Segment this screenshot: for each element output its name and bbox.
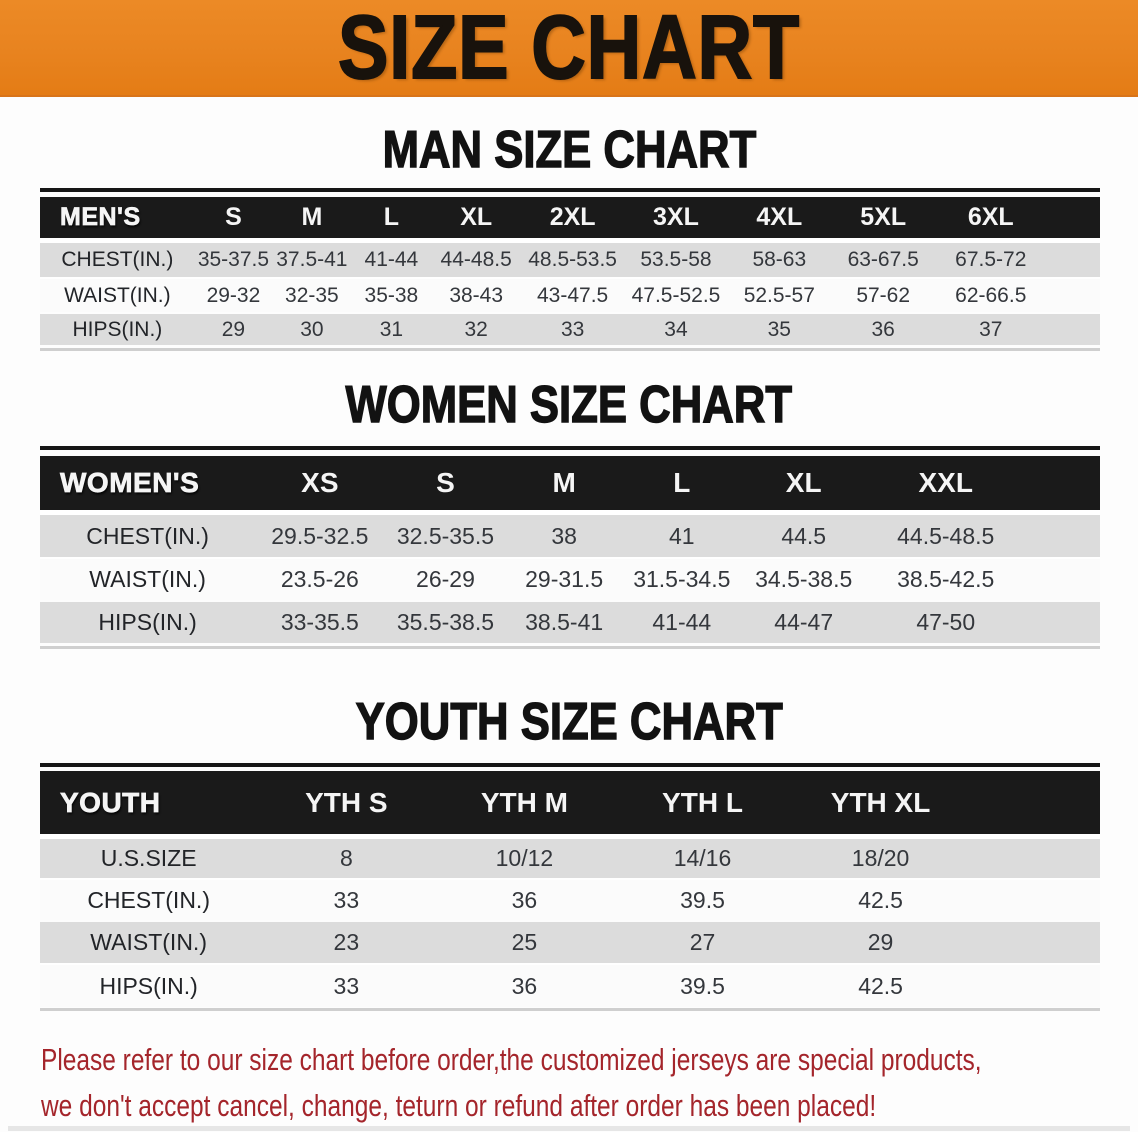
size-value: 29-32 bbox=[195, 277, 272, 312]
size-value: 57-62 bbox=[831, 277, 936, 312]
size-value: 58-63 bbox=[728, 238, 831, 277]
size-value: 36 bbox=[435, 963, 613, 1007]
column-header: M bbox=[272, 197, 352, 238]
men-size-table bbox=[40, 197, 1100, 345]
size-value: 32 bbox=[431, 312, 521, 345]
size-value: 32.5-35.5 bbox=[385, 510, 507, 557]
measurement-label: HIPS(IN.) bbox=[40, 963, 257, 1007]
size-value: 35-38 bbox=[352, 277, 432, 312]
measurement-label: HIPS(IN.) bbox=[40, 600, 255, 643]
measurement-label: WAIST(IN.) bbox=[40, 920, 257, 963]
size-value: 44-47 bbox=[742, 600, 866, 643]
measurement-label: WAIST(IN.) bbox=[40, 557, 255, 600]
size-value: 44-48.5 bbox=[431, 238, 521, 277]
column-header: YTH M bbox=[435, 771, 613, 834]
size-value: 31.5-34.5 bbox=[622, 557, 742, 600]
row-spacer bbox=[970, 920, 1100, 963]
youth-waist-row bbox=[40, 920, 1100, 963]
measurement-label: CHEST(IN.) bbox=[40, 878, 257, 920]
disclaimer-line-2: we don't accept cancel, change, teturn or refund after order has been placed! bbox=[41, 1088, 877, 1123]
column-header: 5XL bbox=[831, 197, 936, 238]
column-header: L bbox=[352, 197, 432, 238]
size-value: 29.5-32.5 bbox=[255, 510, 384, 557]
column-header: XS bbox=[255, 456, 384, 510]
women-section-heading: WOMEN SIZE CHART bbox=[345, 376, 793, 434]
size-value: 23 bbox=[257, 920, 435, 963]
size-value: 33 bbox=[257, 963, 435, 1007]
size-value: 48.5-53.5 bbox=[521, 238, 624, 277]
size-value: 39.5 bbox=[613, 878, 791, 920]
size-value: 35-37.5 bbox=[195, 238, 272, 277]
women-size-table bbox=[40, 456, 1100, 643]
men-header-row bbox=[40, 197, 1100, 238]
women-header-row bbox=[40, 456, 1100, 510]
size-value: 10/12 bbox=[435, 834, 613, 878]
row-spacer bbox=[970, 834, 1100, 878]
size-value: 29 bbox=[792, 920, 970, 963]
measurement-label: CHEST(IN.) bbox=[40, 510, 255, 557]
size-value: 52.5-57 bbox=[728, 277, 831, 312]
column-header: S bbox=[195, 197, 272, 238]
size-value: 37 bbox=[936, 312, 1046, 345]
column-header: XXL bbox=[866, 456, 1026, 510]
disclaimer-line-1: Please refer to our size chart before order,the customized jerseys are special products, bbox=[41, 1042, 982, 1077]
youth-chest-row bbox=[40, 878, 1100, 920]
column-header: 6XL bbox=[936, 197, 1046, 238]
women-hips-row bbox=[40, 600, 1100, 643]
column-header: XL bbox=[742, 456, 866, 510]
youth-group-label: YOUTH bbox=[40, 771, 257, 834]
size-value: 62-66.5 bbox=[936, 277, 1046, 312]
size-value: 47-50 bbox=[866, 600, 1026, 643]
size-value: 44.5 bbox=[742, 510, 866, 557]
header-spacer bbox=[1026, 456, 1100, 510]
size-value: 36 bbox=[831, 312, 936, 345]
row-spacer bbox=[1046, 312, 1100, 345]
women-chest-row bbox=[40, 510, 1100, 557]
men-section-heading: MAN SIZE CHART bbox=[382, 121, 756, 179]
row-spacer bbox=[1046, 277, 1100, 312]
size-value: 63-67.5 bbox=[831, 238, 936, 277]
column-header: 3XL bbox=[624, 197, 728, 238]
size-value: 38.5-41 bbox=[506, 600, 622, 643]
men-table-bottom-rule bbox=[40, 348, 1100, 351]
youth-header-row bbox=[40, 771, 1100, 834]
title-banner bbox=[0, 0, 1138, 97]
size-value: 29 bbox=[195, 312, 272, 345]
size-value: 44.5-48.5 bbox=[866, 510, 1026, 557]
size-value: 34 bbox=[624, 312, 728, 345]
size-value: 31 bbox=[352, 312, 432, 345]
header-spacer bbox=[1046, 197, 1100, 238]
size-value: 33 bbox=[521, 312, 624, 345]
size-value: 29-31.5 bbox=[506, 557, 622, 600]
size-value: 27 bbox=[613, 920, 791, 963]
size-value: 8 bbox=[257, 834, 435, 878]
column-header: YTH S bbox=[257, 771, 435, 834]
size-value: 36 bbox=[435, 878, 613, 920]
men-hips-row bbox=[40, 312, 1100, 345]
bottom-edge-rule bbox=[8, 1126, 1130, 1131]
column-header: L bbox=[622, 456, 742, 510]
size-value: 23.5-26 bbox=[255, 557, 384, 600]
row-spacer bbox=[1026, 600, 1100, 643]
women-table-bottom-rule bbox=[40, 646, 1100, 649]
row-spacer bbox=[1026, 510, 1100, 557]
size-value: 37.5-41 bbox=[272, 238, 352, 277]
size-value: 35.5-38.5 bbox=[385, 600, 507, 643]
size-value: 38.5-42.5 bbox=[866, 557, 1026, 600]
size-value: 18/20 bbox=[792, 834, 970, 878]
column-header: XL bbox=[431, 197, 521, 238]
size-value: 41-44 bbox=[622, 600, 742, 643]
youth-size-table bbox=[40, 771, 1100, 1007]
measurement-label: CHEST(IN.) bbox=[40, 238, 195, 277]
header-spacer bbox=[970, 771, 1100, 834]
youth-table-bottom-rule bbox=[40, 1008, 1100, 1011]
column-header: M bbox=[506, 456, 622, 510]
size-value: 39.5 bbox=[613, 963, 791, 1007]
column-header: 2XL bbox=[521, 197, 624, 238]
size-value: 41-44 bbox=[352, 238, 432, 277]
size-value: 26-29 bbox=[385, 557, 507, 600]
row-spacer bbox=[1026, 557, 1100, 600]
size-value: 43-47.5 bbox=[521, 277, 624, 312]
women-waist-row bbox=[40, 557, 1100, 600]
size-value: 41 bbox=[622, 510, 742, 557]
size-value: 38-43 bbox=[431, 277, 521, 312]
size-value: 53.5-58 bbox=[624, 238, 728, 277]
measurement-label: HIPS(IN.) bbox=[40, 312, 195, 345]
size-value: 33 bbox=[257, 878, 435, 920]
men-table-top-rule bbox=[40, 188, 1100, 192]
size-value: 33-35.5 bbox=[255, 600, 384, 643]
size-value: 25 bbox=[435, 920, 613, 963]
size-value: 42.5 bbox=[792, 878, 970, 920]
size-value: 67.5-72 bbox=[936, 238, 1046, 277]
men-chest-row bbox=[40, 238, 1100, 277]
size-value: 32-35 bbox=[272, 277, 352, 312]
size-value: 35 bbox=[728, 312, 831, 345]
column-header: 4XL bbox=[728, 197, 831, 238]
youth-section-heading: YOUTH SIZE CHART bbox=[355, 693, 783, 751]
youth-ussize-row bbox=[40, 834, 1100, 878]
size-value: 42.5 bbox=[792, 963, 970, 1007]
youth-hips-row bbox=[40, 963, 1100, 1007]
youth-table-top-rule bbox=[40, 763, 1100, 767]
measurement-label: U.S.SIZE bbox=[40, 834, 257, 878]
column-header: YTH XL bbox=[792, 771, 970, 834]
column-header: YTH L bbox=[613, 771, 791, 834]
row-spacer bbox=[1046, 238, 1100, 277]
size-value: 34.5-38.5 bbox=[742, 557, 866, 600]
women-table-top-rule bbox=[40, 446, 1100, 450]
size-value: 47.5-52.5 bbox=[624, 277, 728, 312]
row-spacer bbox=[970, 963, 1100, 1007]
men-group-label: MEN'S bbox=[40, 197, 195, 238]
size-value: 14/16 bbox=[613, 834, 791, 878]
measurement-label: WAIST(IN.) bbox=[40, 277, 195, 312]
row-spacer bbox=[970, 878, 1100, 920]
page-title: SIZE CHART bbox=[338, 0, 800, 98]
women-group-label: WOMEN'S bbox=[40, 456, 255, 510]
column-header: S bbox=[385, 456, 507, 510]
size-value: 38 bbox=[506, 510, 622, 557]
size-value: 30 bbox=[272, 312, 352, 345]
men-waist-row bbox=[40, 277, 1100, 312]
